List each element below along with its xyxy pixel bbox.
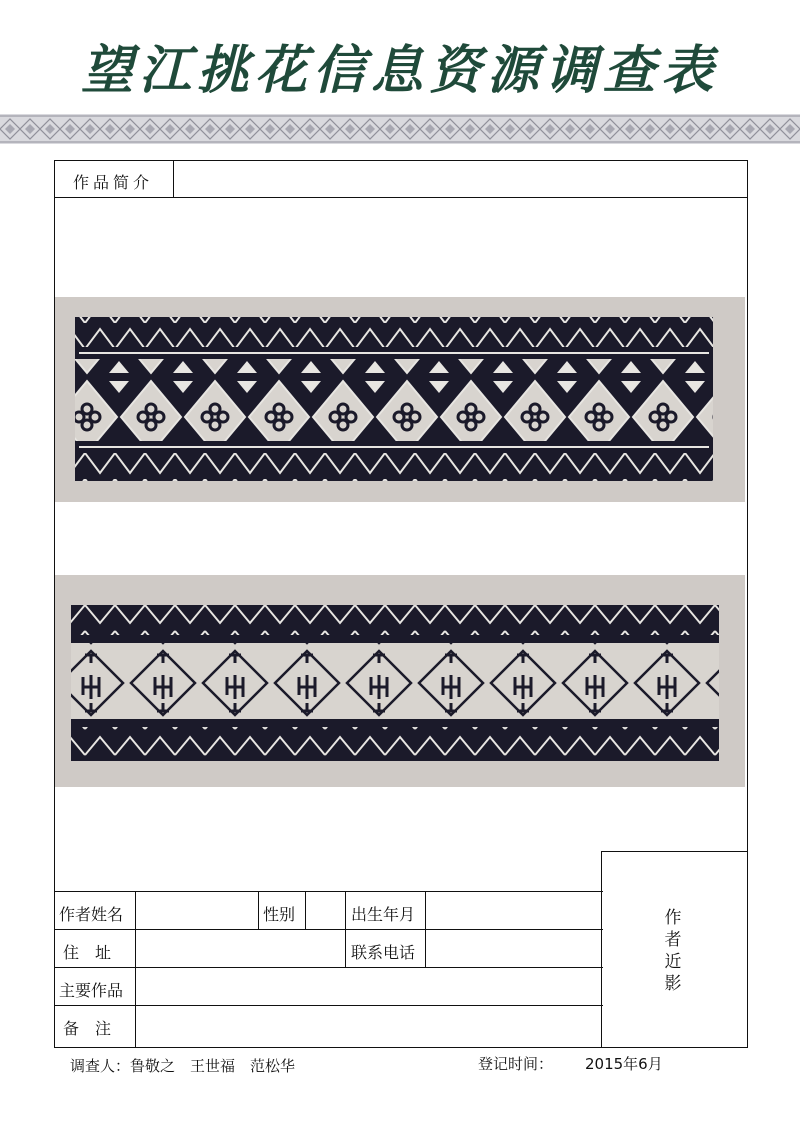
- works-field[interactable]: [137, 969, 600, 1003]
- divider: [601, 851, 602, 1047]
- photo-box[interactable]: [603, 853, 746, 1046]
- embroidery-photo-diamond-pattern: [55, 297, 745, 502]
- embroidery-photo-swastika-pattern: [55, 575, 745, 787]
- author-name-field[interactable]: [137, 893, 257, 927]
- divider: [55, 967, 603, 968]
- divider: [345, 891, 346, 967]
- divider: [173, 161, 174, 197]
- gender-field[interactable]: [307, 893, 344, 927]
- divider: [425, 891, 426, 967]
- gender-label: 性别: [263, 905, 296, 924]
- intro-label: 作品简介: [73, 173, 154, 192]
- notes-field[interactable]: [137, 1007, 600, 1045]
- divider: [258, 891, 259, 929]
- divider: [135, 891, 136, 1047]
- page-title: 望江挑花信息资源调查表: [80, 40, 719, 101]
- divider: [55, 197, 747, 198]
- photo-label: 作 者 近 影: [664, 908, 682, 994]
- divider: [305, 891, 306, 929]
- divider: [601, 851, 747, 852]
- address-field[interactable]: [137, 931, 344, 965]
- investigators: 调查人：鲁敬之 王世福 范松华: [70, 1057, 296, 1075]
- address-label: 住 址: [63, 943, 112, 962]
- works-label: 主要作品: [59, 981, 124, 1000]
- registration-label: 登记时间：: [478, 1055, 554, 1073]
- phone-label: 联系电话: [351, 943, 416, 962]
- intro-field[interactable]: [175, 163, 745, 195]
- decorative-border: [0, 114, 800, 144]
- birth-field[interactable]: [427, 893, 600, 927]
- divider: [55, 891, 603, 892]
- registration-date: 2015年6月: [585, 1055, 663, 1073]
- author-name-label: 作者姓名: [59, 905, 124, 924]
- divider: [55, 1005, 603, 1006]
- divider: [55, 929, 603, 930]
- notes-label: 备 注: [63, 1019, 112, 1038]
- birth-label: 出生年月: [351, 905, 416, 924]
- phone-field[interactable]: [427, 931, 600, 965]
